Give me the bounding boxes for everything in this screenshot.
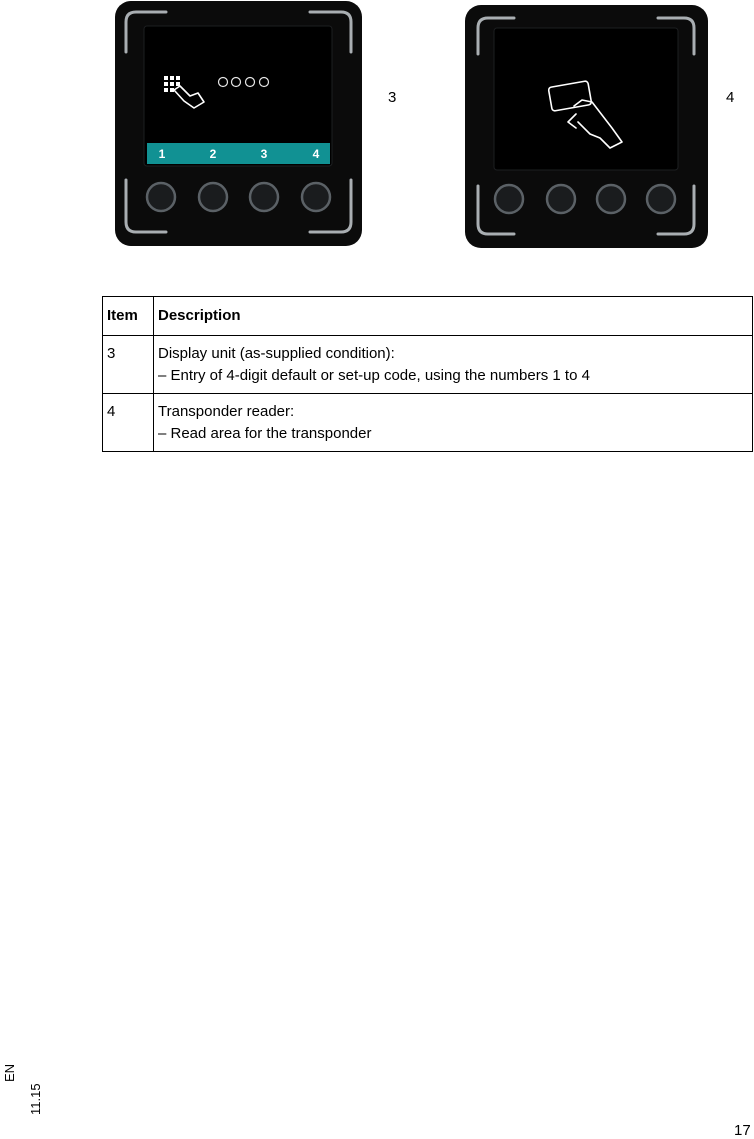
button-1: [147, 183, 175, 211]
description-line: – Entry of 4-digit default or set-up code, using the numbers 1 to 4: [158, 367, 590, 384]
row-description: [154, 394, 753, 452]
button-4: [302, 183, 330, 211]
callout-4: 4: [726, 89, 735, 106]
table-row: [103, 394, 753, 452]
button-2: [547, 185, 575, 213]
page-number: 17: [734, 1122, 751, 1139]
number-label-2: 2: [209, 147, 217, 161]
legend-table: [102, 296, 753, 452]
header-item: Item: [103, 297, 154, 336]
language-code: EN: [2, 1063, 17, 1082]
row-item-number: 4: [103, 394, 154, 452]
reader-screen: [494, 28, 678, 170]
number-label-3: 3: [260, 147, 268, 161]
button-4: [647, 185, 675, 213]
display-unit-illustration: [114, 0, 364, 248]
row-description: [154, 336, 753, 394]
transponder-reader-illustration: [464, 4, 710, 250]
edition-date: 11.15: [28, 1083, 43, 1115]
number-bar: [147, 143, 330, 164]
header-description: Description: [154, 297, 753, 336]
callout-3: 3: [388, 89, 397, 106]
table-row: [103, 336, 753, 394]
button-1: [495, 185, 523, 213]
row-item-number: 3: [103, 336, 154, 394]
number-label-1: 1: [158, 147, 166, 161]
description-line: Display unit (as-supplied condition):: [158, 345, 395, 362]
description-line: Transponder reader:: [158, 403, 295, 420]
number-label-4: 4: [312, 147, 320, 161]
description-line: – Read area for the transponder: [158, 425, 372, 442]
button-3: [597, 185, 625, 213]
button-3: [250, 183, 278, 211]
button-2: [199, 183, 227, 211]
table-header-row: [103, 297, 753, 336]
